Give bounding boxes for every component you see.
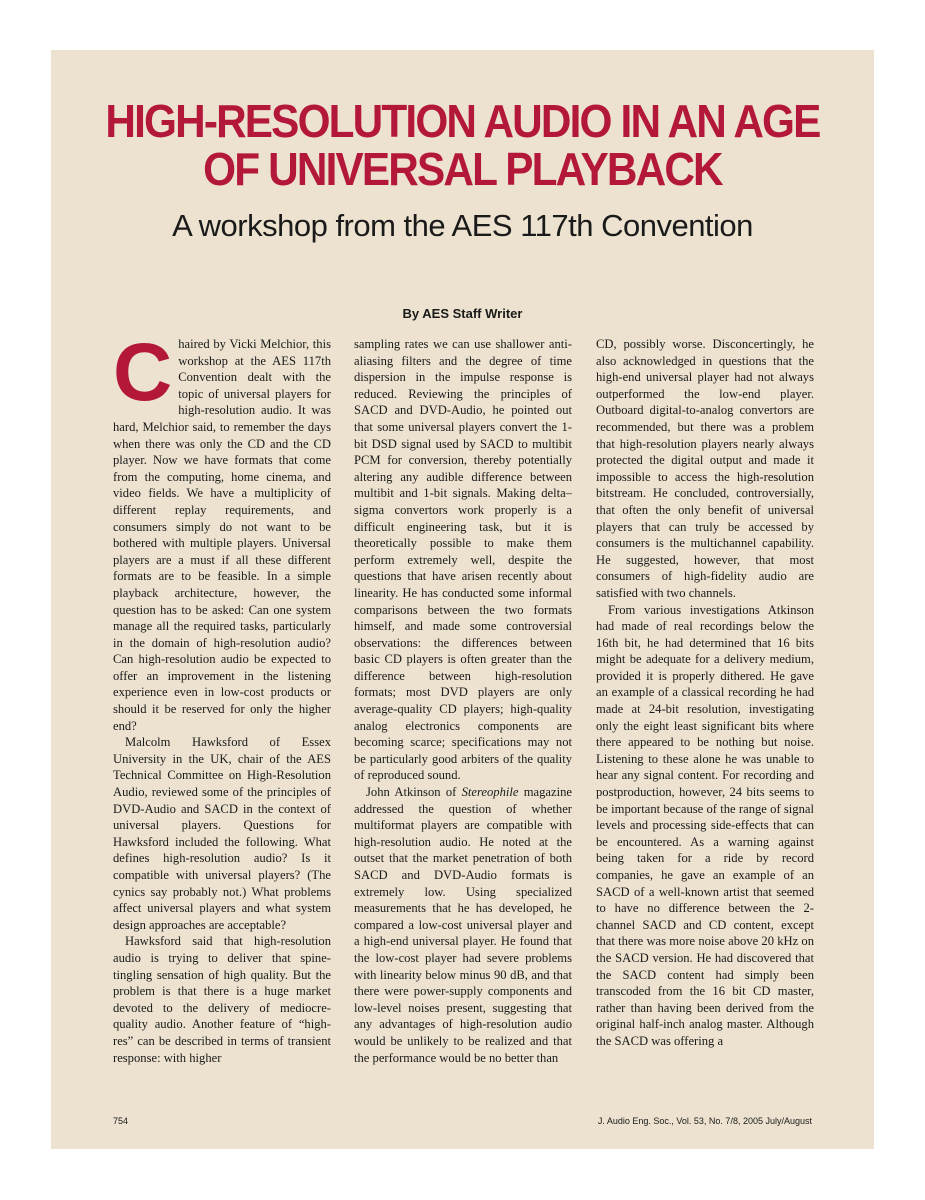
atkinson-intro: John Atkinson of: [366, 785, 462, 800]
byline: By AES Staff Writer: [402, 306, 523, 321]
page-number: 754: [113, 1116, 129, 1126]
paragraph-4-text: magazine addressed the question of whether multiformat players are compatible with high-resolution audio. He noted at the outset that the market penetration of both SACD and DVD-Audio formats is extremely low. Using specialized measurements that he has developed, he compared a low-cost universal player and a high-end universal player. He found that the low-cost player had severe problems with linearity below minus 90 dB, and that there were power-supply components and low-level noises present, suggesting that any advantages of high-resolution audio would be unlikely to be realized and that the performance would be no better than: [354, 785, 572, 1065]
paragraph-5: From various investigations Atkinson had made of real recordings below the 16th bit, he had determined that 16 bits might be adequate for a delivery medium, provided it is properly dithered. He gave an example of a classical recording he had made at 24-bit resolution, investigating only the eight least significant bits where there appeared to be nothing but noise. Listening to these alone he was unable to hear any signal content. For recording and postproduction, however, 24 bits seems to be important because of the range of signal levels and processing side-effects that can be encountered. As a warning against being taken for a ride by record companies, he gave an example of an SACD of a well-known artist that seemed to have no difference between the 2-channel SACD and CD content, except that there was more noise above 20 kHz on the SACD version. He had discovered that the SACD content had simply been transcoded from the 16 bit CD master, rather than having been derived from the original half-inch analog master. Although the SACD was offering a: [596, 602, 814, 1048]
paragraph-4-continued: CD, possibly worse. Disconcertingly, he also acknowledged in questions that the high-end universal player had not always outperformed the low-end player. Outboard digital-to-analog convertors are recommended, but there was a problem that high-resolution players nearly always protected the digital output and made it impossible to access the high-resolution bitstream. He concluded, controversially, that often the only benefit of universal players that can truly be accessed by consumers is the multichannel capability. He suggested, however, that most consumers of high-fidelity audio are satisfied with two channels.: [596, 337, 814, 600]
drop-cap: C: [113, 336, 171, 418]
paragraph-1-text: haired by Vicki Melchior, this workshop at the AES 117th Convention dealt with the topic of universal players for high-resolution audio. It was hard, Melchior said, to remember the days when there was only the CD and the CD player. Now we have formats that come from the computing, home cinema, and video fields. We have a multiplicity of different replay requirements, and consumers simply do not want to be bothered with multiple players. Universal players are a must if all these different formats are to be feasible. In a simple playback architecture, however, the question has to be asked: Can one system manage all the required tasks, particularly in the domain of high-resolution audio? Can high-resolution audio be expected to offer an improvement in the listening experience even in low-cost products or should it be reserved for only the higher end?: [113, 337, 331, 733]
paragraph-2: Malcolm Hawksford of Essex University in the UK, chair of the AES Technical Committee on High-Resolution Audio, reviewed some of the principles of DVD-Audio and SACD in the context of universal players. Questions for Hawksford included the following. What defines high-resolution audio? Is it compatible with universal players? (The cynics say probably not.) What problems affect universal players and what system design approaches are acceptable?: [113, 735, 331, 932]
text-column-3: [596, 336, 814, 1106]
text-column-1: [113, 336, 331, 1106]
article-subtitle: A workshop from the AES 117th Convention: [172, 208, 753, 243]
magazine-name: Stereophile: [461, 785, 519, 800]
article-title-line-2: OF UNIVERSAL PLAYBACK: [203, 143, 722, 195]
paragraph-1: [113, 336, 331, 734]
journal-citation: J. Audio Eng. Soc., Vol. 53, No. 7/8, 2005 July/August: [597, 1116, 812, 1126]
paragraph-3: Hawksford said that high-resolution audio is trying to deliver that spine-tingling sensation of high quality. But the problem is that there is a huge market devoted to the delivery of mediocre-quality audio. Another feature of “high-res” can be described in terms of transient response: with higher: [113, 934, 331, 1065]
paragraph-3-continued: sampling rates we can use shallower anti-aliasing filters and the degree of time dispersion in the impulse response is reduced. Reviewing the principles of SACD and DVD-Audio, he pointed out that some universal players convert the 1-bit DSD signal used by SACD to multibit PCM for conversion, thereby potentially altering any audible difference between multibit and 1-bit signals. Making delta–sigma convertors work properly is a difficult engineering task, but it is theoretically possible to make them perform extremely well, despite the questions that have arisen recently about linearity. He has conducted some informal comparisons between the two formats himself, and made some controversial observations: the differences between basic CD players is often greater than the difference between high-resolution formats; most DVD players are only average-quality CD players; high-quality analog electronics components are becoming scarce; specifications may not be particularly good arbiters of the quality of reproduced sound.: [354, 337, 572, 783]
article-title-line-1: HIGH-RESOLUTION AUDIO IN AN AGE: [105, 95, 820, 147]
text-column-2: [354, 336, 572, 1106]
paragraph-4: [354, 784, 572, 1066]
article-title: [37, 97, 888, 193]
